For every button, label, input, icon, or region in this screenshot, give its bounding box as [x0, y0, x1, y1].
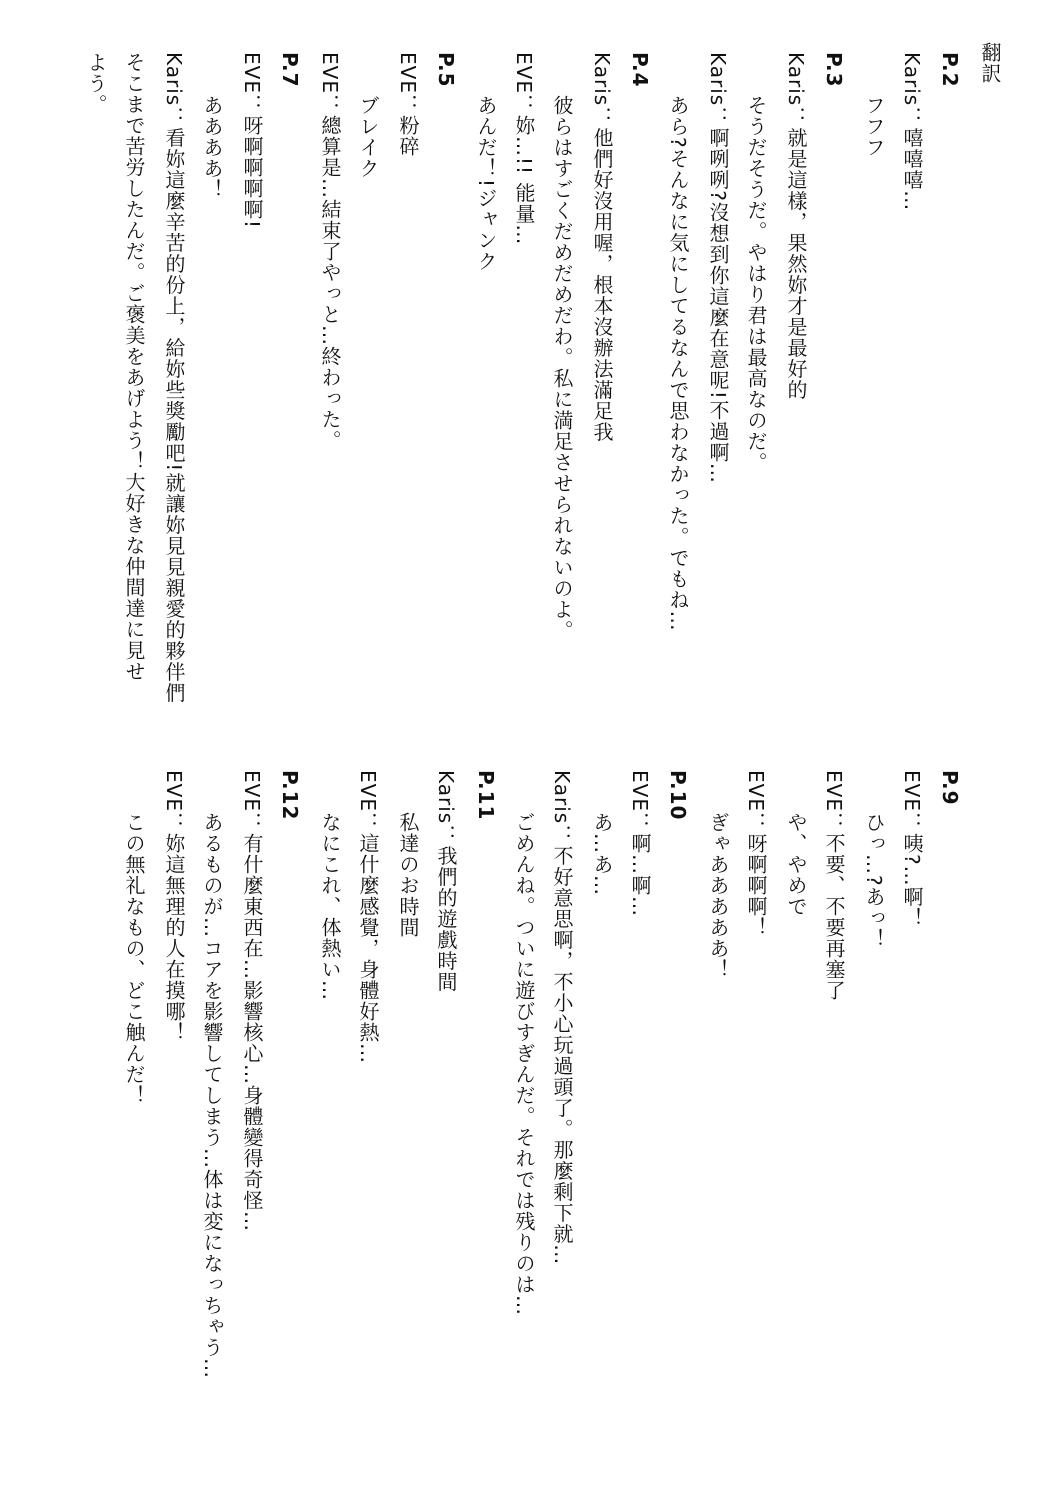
- dialogue-line: ああああ！: [200, 95, 224, 200]
- dialogue-line: EVE：呀啊啊啊！: [744, 770, 768, 938]
- dialogue-line: あんだ！!ジャンク: [474, 95, 498, 273]
- dialogue-line: EVE：妳這無理的人在摸哪！: [162, 770, 186, 1043]
- page-marker-p2: P.2: [938, 52, 962, 88]
- dialogue-line: Karis：我們的遊戲時間: [434, 770, 458, 993]
- dialogue-line: よう。: [84, 52, 108, 115]
- dialogue-line: 私達のお時間: [396, 812, 420, 938]
- dialogue-line: フフフ: [862, 95, 886, 158]
- page-marker-p3: P.3: [822, 52, 846, 88]
- page-marker-p7: P.7: [278, 52, 302, 88]
- dialogue-line: この無礼なもの、どこ触んだ！: [122, 812, 146, 1106]
- dialogue-line: そこまで苦労したんだ。ご褒美をあげよう！大好きな仲間達に見せ: [122, 52, 146, 682]
- dialogue-line: Karis：看妳這麼辛苦的份上，給妳些獎勵吧!就讓妳見見親愛的夥伴們: [162, 52, 186, 704]
- dialogue-line: EVE：妳…!! 能量…: [512, 52, 536, 246]
- dialogue-line: そうだそうだ。やはり君は最高なのだ。: [744, 95, 768, 473]
- page-marker-p10: P.10: [666, 770, 690, 821]
- dialogue-line: あるものが…コアを影響してしまう…体は変になっちゃう…: [200, 812, 224, 1379]
- dialogue-line: EVE：呀啊啊啊啊!: [240, 52, 264, 229]
- dialogue-line: 彼らはすごくだめだめだわ。私に満足させられないのよ。: [550, 95, 574, 641]
- page-marker-p5: P.5: [434, 52, 458, 88]
- dialogue-line: EVE：啊…啊…: [628, 770, 652, 917]
- dialogue-line: Karis：就是這樣，果然妳才是最好的: [784, 52, 808, 401]
- dialogue-line: EVE：粉碎: [396, 52, 420, 157]
- dialogue-line: Karis：嘻嘻嘻…: [900, 52, 924, 212]
- dialogue-line: あら?そんなに気にしてるなんで思わなかった。でもね…: [666, 95, 690, 632]
- page-marker-p11: P.11: [474, 770, 498, 821]
- dialogue-line: EVE：有什麼東西在…影響核心…身體變得奇怪…: [240, 770, 264, 1232]
- page-title: 翻訳: [978, 42, 1002, 84]
- page-marker-p12: P.12: [278, 770, 302, 821]
- dialogue-line: EVE：總算是…結束了やっと…終わった。: [318, 52, 342, 451]
- dialogue-line: ブレイク: [356, 95, 380, 179]
- dialogue-line: Karis：他們好沒用喔，根本沒辦法滿足我: [590, 52, 614, 443]
- dialogue-line: ひっ…?あっ！: [862, 812, 886, 950]
- dialogue-line: EVE：這什麼感覺，身體好熱…: [356, 770, 380, 1064]
- dialogue-line: EVE：不要、不要再塞了: [822, 770, 846, 1001]
- dialogue-line: EVE：咦?…啊！: [900, 770, 924, 929]
- page-marker-p9: P.9: [938, 770, 962, 806]
- dialogue-line: や、やめで: [784, 812, 808, 917]
- dialogue-line: ごめんね。ついに遊びすぎんだ。それでは残りのは…: [512, 812, 536, 1316]
- page-marker-p4: P.4: [628, 52, 652, 88]
- dialogue-line: あ…あ…: [590, 812, 614, 896]
- dialogue-line: Karis：不好意思啊，不小心玩過頭了。那麼剩下就…: [550, 770, 574, 1266]
- dialogue-line: ぎゃあああああ！: [706, 812, 730, 980]
- dialogue-line: なにこれ、体熱い…: [318, 812, 342, 1001]
- dialogue-line: Karis：啊咧咧?沒想到你這麼在意呢!不過啊…: [706, 52, 730, 484]
